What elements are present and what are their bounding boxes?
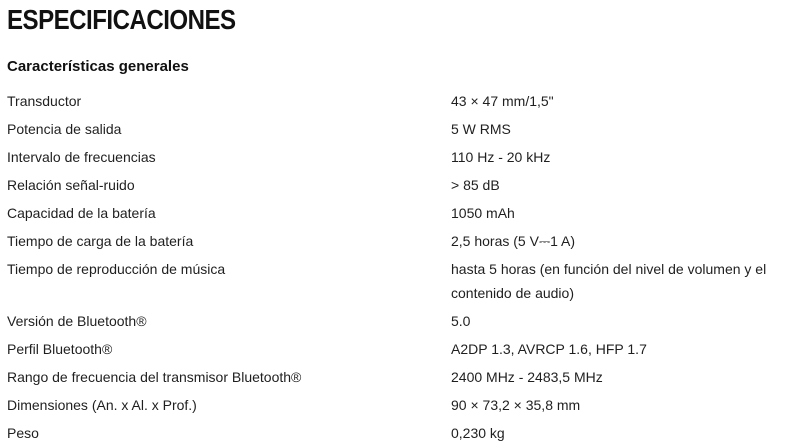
spec-label: Dimensiones (An. x Al. x Prof.) [7,397,197,413]
spec-value: 90 × 73,2 × 35,8 mm [451,397,581,413]
spec-label: Versión de Bluetooth® [7,313,147,329]
spec-row-frequency-range [7,144,807,172]
spec-label: Tiempo de carga de la batería [7,233,194,249]
spec-label: Tiempo de reproducción de música [7,261,226,277]
spec-row-output-power [7,116,807,144]
spec-row-bluetooth-version [7,308,807,336]
spec-label: Relación señal-ruido [7,177,135,193]
spec-label: Perfil Bluetooth® [7,341,113,357]
spec-label: Intervalo de frecuencias [7,149,156,165]
spec-row-transducer [7,88,807,116]
spec-label: Potencia de salida [7,121,122,137]
spec-row-transmitter-range [7,364,807,392]
spec-value: 2400 MHz - 2483,5 MHz [451,369,603,385]
spec-value: 43 × 47 mm/1,5" [451,93,554,109]
spec-value: > 85 dB [451,177,500,193]
spec-row-charge-time [7,228,807,256]
spec-row-snr [7,172,807,200]
spec-row-weight [7,420,807,448]
spec-label: Rango de frecuencia del transmisor Bluetooth® [7,369,302,385]
spec-label: Transductor [7,93,82,109]
spec-table [7,88,807,448]
section-title: Características generales [7,58,189,75]
spec-label: Peso [7,425,39,441]
spec-value: 2,5 horas (5 V⎓1 A) [451,233,576,249]
page-title: ESPECIFICACIONES [7,4,236,35]
spec-value: 110 Hz - 20 kHz [451,149,551,165]
spec-value: 5 W RMS [451,121,511,137]
spec-value: 1050 mAh [451,205,515,221]
spec-value: 5.0 [451,313,471,329]
spec-row-battery-capacity [7,200,807,228]
spec-value: A2DP 1.3, AVRCP 1.6, HFP 1.7 [451,341,647,357]
spec-label: Capacidad de la batería [7,205,156,221]
spec-row-dimensions [7,392,807,420]
spec-value: 0,230 kg [451,425,505,441]
spec-row-bluetooth-profile [7,336,807,364]
spec-row-playback-time [7,256,807,308]
spec-value: hasta 5 horas (en función del nivel de volumen y el contenido de audio) [451,261,767,301]
